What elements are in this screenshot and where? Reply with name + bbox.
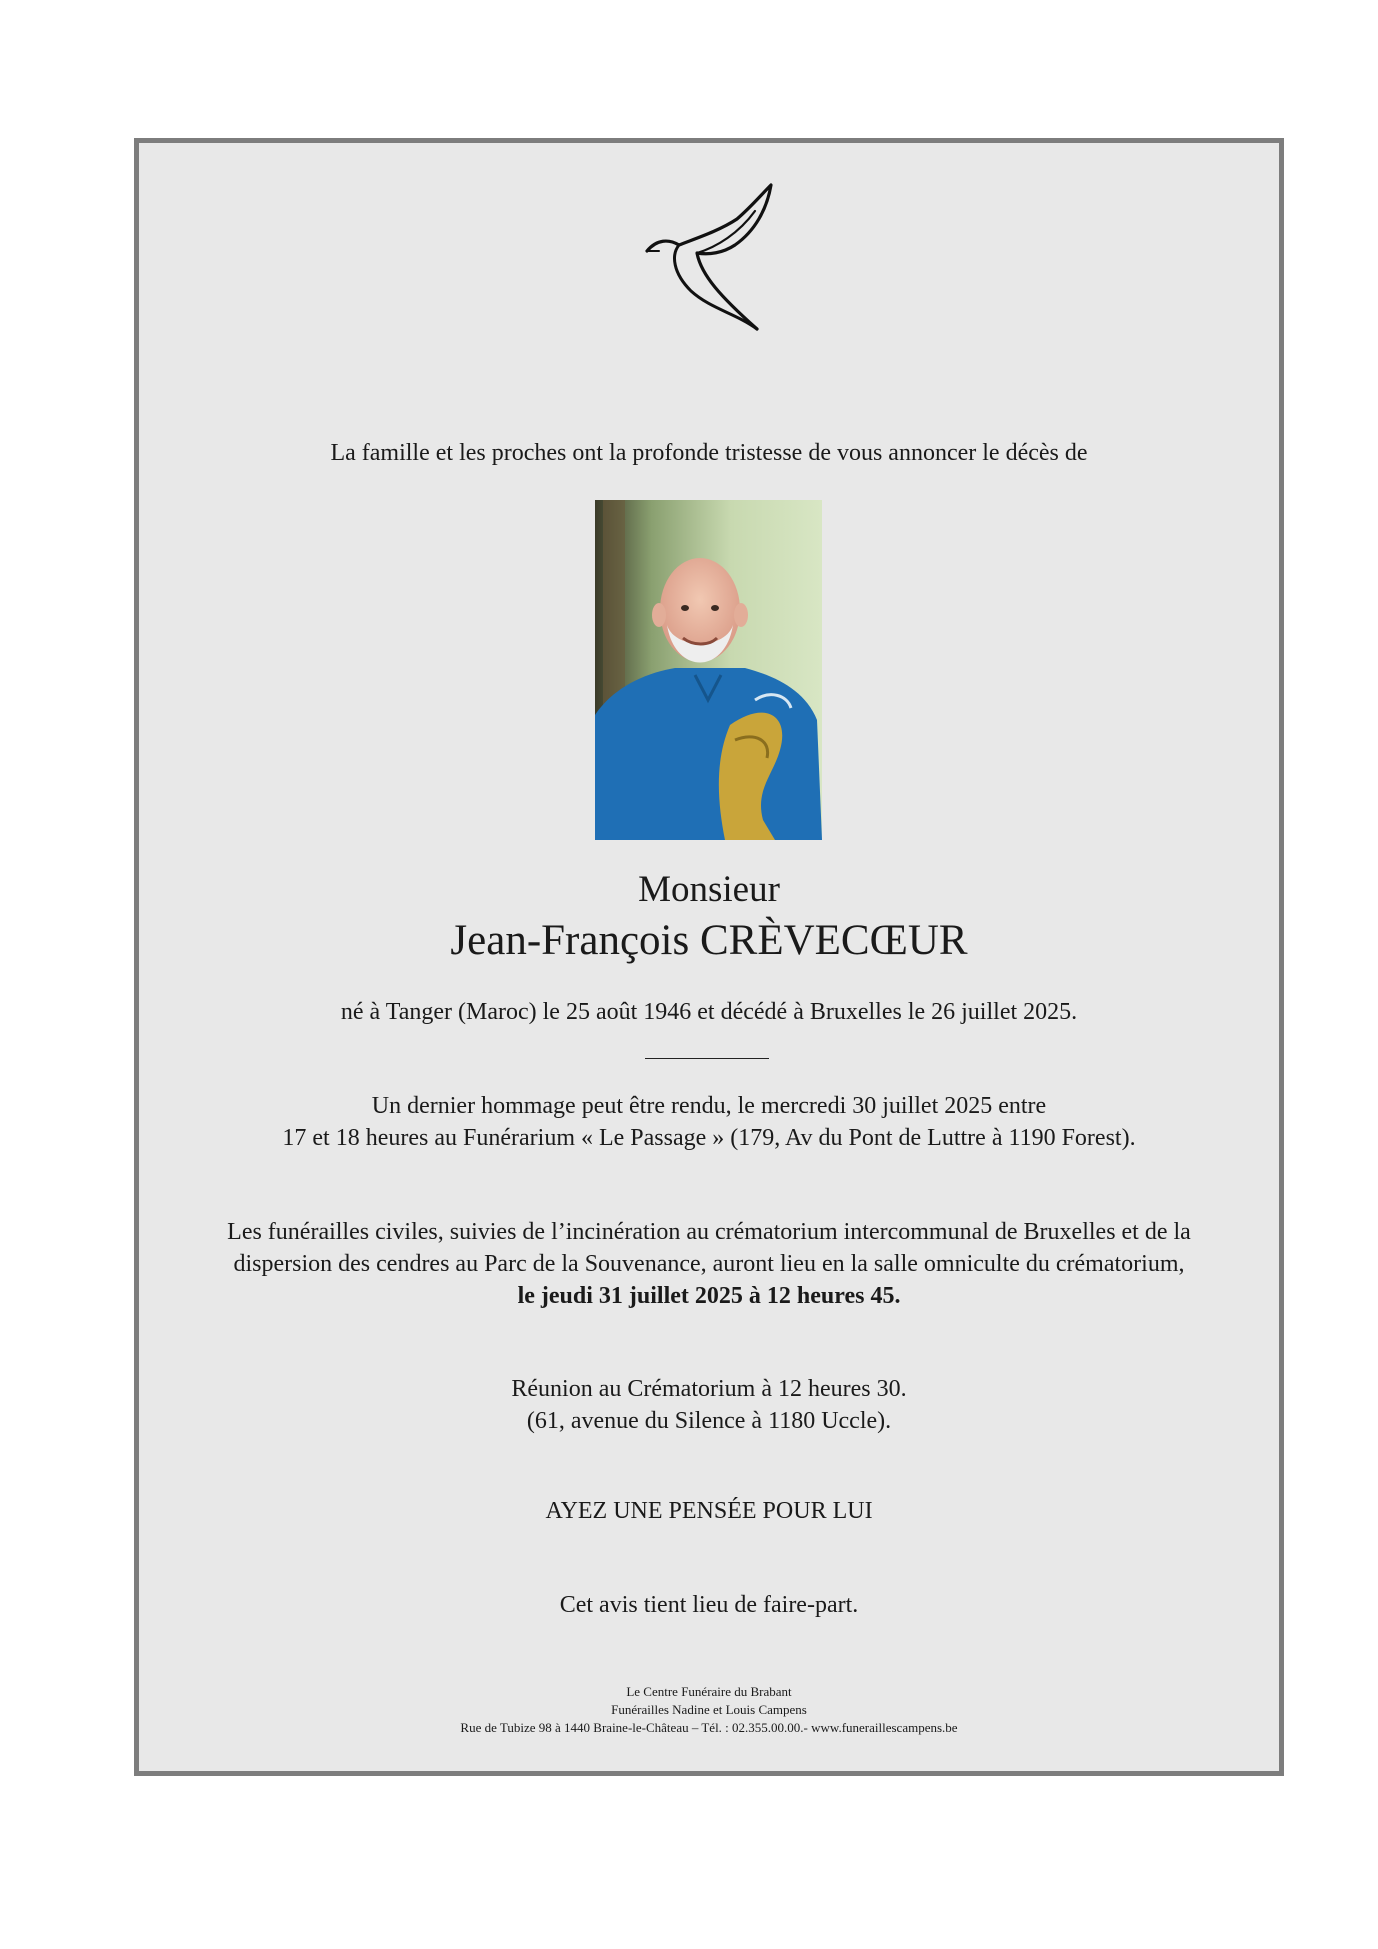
- funeral-date: le jeudi 31 juillet 2025 à 12 heures 45.: [517, 1283, 901, 1309]
- dove-icon: [639, 181, 789, 341]
- tribute-line: 17 et 18 heures au Funérarium « Le Passage » (179, Av du Pont de Luttre à 1190 Forest).: [282, 1125, 1136, 1151]
- footer-line: Le Centre Funéraire du Brabant: [626, 1684, 792, 1699]
- divider: [645, 1058, 769, 1059]
- meeting-paragraph: [139, 1373, 1279, 1437]
- footer-contact: Rue de Tubize 98 à 1440 Braine-le-Château – Tél. : 02.355.00.00.- www.funeraillescampens.be: [460, 1720, 958, 1735]
- tribute-line: Un dernier hommage peut être rendu, le mercredi 30 juillet 2025 entre: [371, 1093, 1047, 1119]
- obituary-card: [134, 138, 1284, 1776]
- portrait-photo: [595, 500, 822, 840]
- funeral-home-footer: [139, 1683, 1279, 1737]
- birth-death-line: né à Tanger (Maroc) le 25 août 1946 et décédé à Bruxelles le 26 juillet 2025.: [340, 999, 1078, 1025]
- funeral-line: dispersion des cendres au Parc de la Souvenance, auront lieu en la salle omniculte du crématorium,: [233, 1251, 1185, 1277]
- funeral-line: Les funérailles civiles, suivies de l’incinération au crématorium intercommunal de Bruxelles et de la: [227, 1219, 1191, 1245]
- meeting-line: Réunion au Crématorium à 12 heures 30.: [511, 1376, 907, 1402]
- notice-line: Cet avis tient lieu de faire-part.: [559, 1592, 859, 1618]
- funeral-paragraph: [139, 1216, 1279, 1312]
- intro-text: La famille et les proches ont la profonde tristesse de vous annoncer le décès de: [330, 440, 1088, 466]
- tribute-paragraph: [139, 1090, 1279, 1154]
- meeting-address: (61, avenue du Silence à 1180 Uccle).: [526, 1408, 892, 1434]
- footer-line: Funérailles Nadine et Louis Campens: [611, 1702, 807, 1717]
- honorific: Monsieur: [638, 869, 780, 910]
- deceased-name: Jean-François CRÈVECŒUR: [450, 917, 968, 964]
- remembrance-line: AYEZ UNE PENSÉE POUR LUI: [545, 1498, 873, 1524]
